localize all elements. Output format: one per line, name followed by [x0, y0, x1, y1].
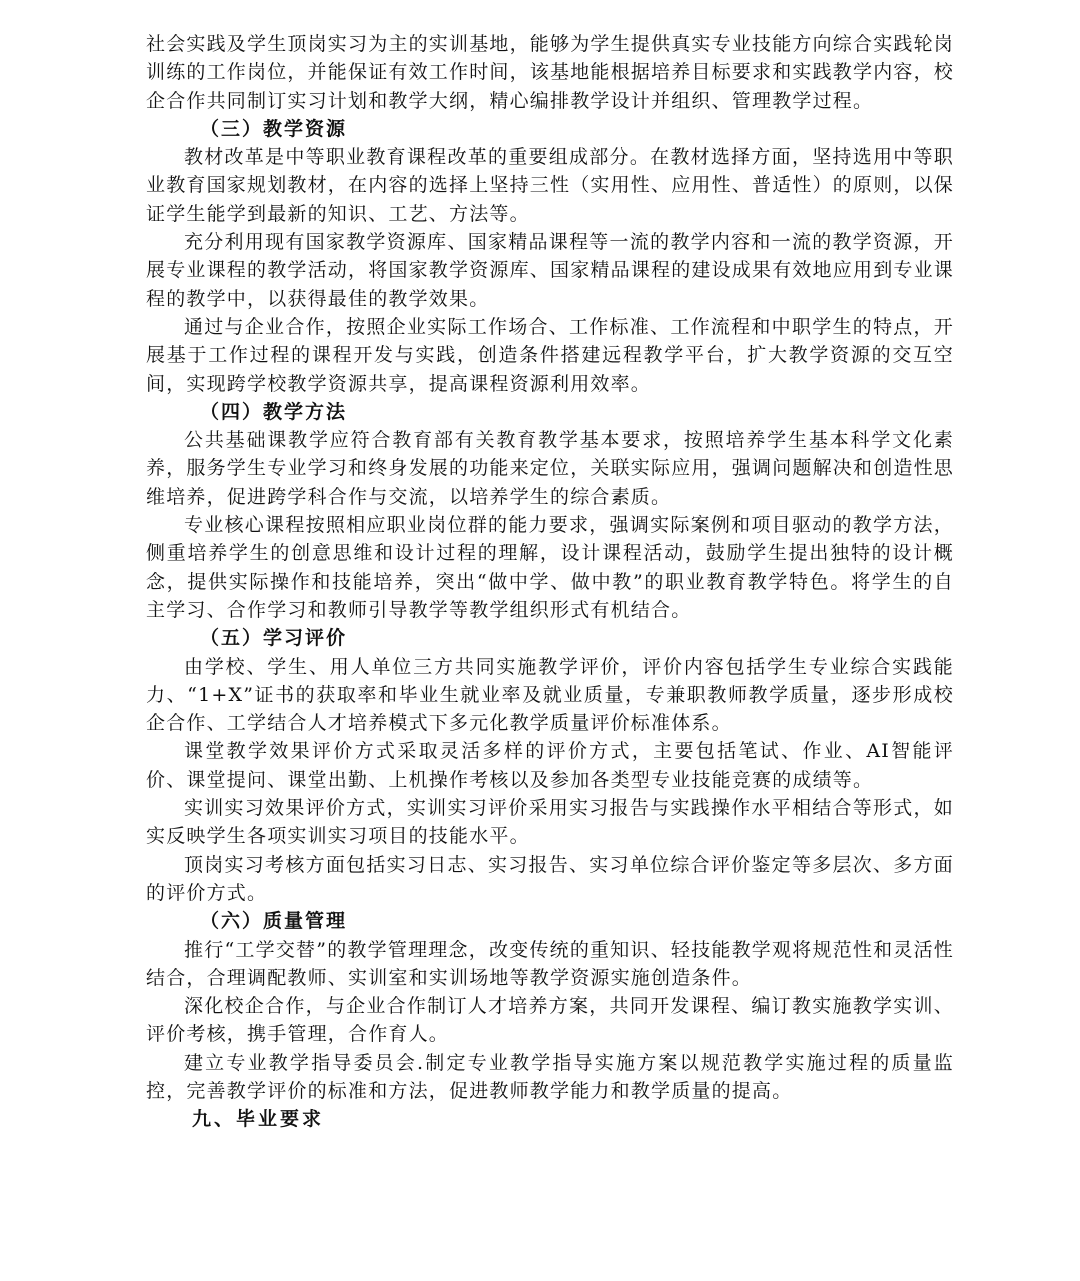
learning-evaluation-paragraph-3: 实训实习效果评价方式，实训实习评价采用实习报告与实践操作水平相结合等形式，如实反映学生各项实训实习项目的技能水平。 — [146, 797, 954, 848]
section-heading-learning-evaluation: （五）学习评价 — [200, 627, 348, 650]
quality-management-paragraph-1: 推行“工学交替”的教学管理理念，改变传统的重知识、轻技能教学观将规范性和灵活性结合，合理调配教师、实训室和实训场地等教学资源实施创造条件。 — [146, 938, 954, 989]
teaching-methods-paragraph-2: 专业核心课程按照相应职业岗位群的能力要求，强调实际案例和项目驱动的教学方法，侧重培养学生的创意思维和设计过程的理解，设计课程活动，鼓励学生提出独特的设计概念，提供实际操作和技能培养，突出“做中学、做中教”的职业教育教学特色。将学生的自主学习、合作学习和教师引导教学等教学组织形式有机结合。 — [146, 514, 954, 621]
document-page — [146, 30, 954, 1134]
teaching-resources-paragraph-1: 教材改革是中等职业教育课程改革的重要组成部分。在教材选择方面，坚持选用中等职业教育国家规划教材，在内容的选择上坚持三性（实用性、应用性、普适性）的原则，以保证学生能学到最新的知识、工艺、方法等。 — [146, 146, 955, 225]
teaching-methods-paragraph-1: 公共基础课教学应符合教育部有关教育教学基本要求，按照培养学生基本科学文化素养，服务学生专业学习和终身发展的功能来定位，关联实际应用，强调问题解决和创造性思维培养，促进跨学科合作与交流，以培养学生的综合素质。 — [146, 429, 955, 508]
teaching-resources-paragraph-2: 充分利用现有国家教学资源库、国家精品课程等一流的教学内容和一流的教学资源，开展专业课程的教学活动，将国家教学资源库、国家精品课程的建设成果有效地应用到专业课程的教学中，以获得最佳的教学效果。 — [146, 231, 955, 310]
chapter-heading-graduation-requirements: 九、毕业要求 — [192, 1108, 325, 1131]
section-heading-quality-management: （六）质量管理 — [200, 910, 348, 933]
section-heading-teaching-methods: （四）教学方法 — [200, 400, 348, 423]
intro-paragraph: 社会实践及学生顶岗实习为主的实训基地，能够为学生提供真实专业技能方向综合实践轮岗训练的工作岗位，并能保证有效工作时间，该基地能根据培养目标要求和实践教学内容，校企合作共同制订实习计划和教学大纲，精心编排教学设计并组织、管理教学过程。 — [146, 33, 955, 112]
quality-management-paragraph-2: 深化校企合作，与企业合作制订人才培养方案，共同开发课程、编订教实施教学实训、评价考核，携手管理，合作育人。 — [146, 995, 954, 1046]
quality-management-paragraph-3: 建立专业教学指导委员会.制定专业教学指导实施方案以规范教学实施过程的质量监控，完善教学评价的标准和方法，促进教师教学能力和教学质量的提高。 — [146, 1051, 954, 1102]
learning-evaluation-paragraph-2: 课堂教学效果评价方式采取灵活多样的评价方式，主要包括笔试、作业、AI智能评价、课堂提问、课堂出勤、上机操作考核以及参加各类型专业技能竞赛的成绩等。 — [146, 740, 954, 791]
learning-evaluation-paragraph-1: 由学校、学生、用人单位三方共同实施教学评价，评价内容包括学生专业综合实践能力、“1+X”证书的获取率和毕业生就业率及就业质量，专兼职教师教学质量，逐步形成校企合作、工学结合人才培养模式下多元化教学质量评价标准体系。 — [146, 655, 954, 735]
section-heading-teaching-resources: （三）教学资源 — [200, 117, 348, 140]
teaching-resources-paragraph-3: 通过与企业合作，按照企业实际工作场合、工作标准、工作流程和中职学生的特点，开展基于工作过程的课程开发与实践，创造条件搭建远程教学平台，扩大教学资源的交互空间，实现跨学校教学资源共享，提高课程资源利用效率。 — [146, 315, 954, 395]
learning-evaluation-paragraph-4: 顶岗实习考核方面包括实习日志、实习报告、实习单位综合评价鉴定等多层次、多方面的评价方式。 — [146, 853, 954, 904]
